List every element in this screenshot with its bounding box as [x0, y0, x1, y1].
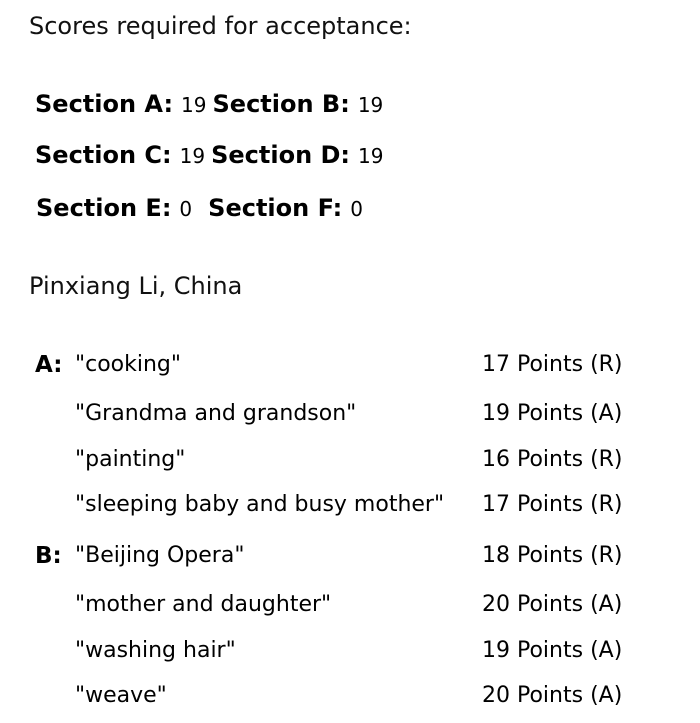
- requirement-label: Section B:: [212, 90, 350, 118]
- page-heading: Scores required for acceptance:: [29, 12, 412, 40]
- entry-row: [0, 352, 700, 386]
- entry-score: 19 Points (A): [482, 401, 623, 426]
- entry-row: [0, 492, 700, 526]
- entry-score: 18 Points (R): [482, 543, 623, 568]
- requirement-label: Section F:: [208, 194, 343, 222]
- entry-score: 20 Points (A): [482, 683, 623, 708]
- entry-row: [0, 638, 700, 672]
- requirements-row-2: [35, 141, 389, 173]
- requirement-label: Section A:: [35, 90, 174, 118]
- requirement-label: Section D:: [211, 141, 351, 169]
- requirement-value: 19: [358, 144, 384, 168]
- requirements-row-1: [35, 90, 389, 122]
- entry-score: 20 Points (A): [482, 592, 623, 617]
- entry-title: "weave": [75, 683, 167, 708]
- requirement-value: 0: [179, 197, 193, 221]
- entry-row: [0, 683, 700, 717]
- requirement-label: Section C:: [35, 141, 172, 169]
- person-name: Pinxiang Li, China: [29, 272, 243, 300]
- requirement-value: 0: [350, 197, 363, 221]
- entry-row: [0, 447, 700, 481]
- entry-score: 17 Points (R): [482, 352, 623, 377]
- entry-score: 16 Points (R): [482, 447, 623, 472]
- entry-row: [0, 592, 700, 626]
- entry-score: 19 Points (A): [482, 638, 623, 663]
- entry-title: "washing hair": [75, 638, 236, 663]
- entry-title: "Grandma and grandson": [75, 401, 357, 426]
- entry-title: "cooking": [75, 352, 182, 377]
- entry-title: "sleeping baby and busy mother": [75, 492, 445, 517]
- requirement-value: 19: [179, 144, 206, 168]
- requirement-value: 19: [357, 93, 384, 117]
- entry-title: "painting": [75, 447, 186, 472]
- entry-row: [0, 543, 700, 577]
- entry-score: 17 Points (R): [482, 492, 623, 517]
- requirement-label: Section E:: [36, 194, 172, 222]
- requirement-value: 19: [181, 93, 207, 117]
- requirements-row-3: [36, 194, 369, 226]
- entry-section: A:: [35, 352, 63, 378]
- entry-row: [0, 401, 700, 435]
- entry-title: "mother and daughter": [75, 592, 332, 617]
- entry-title: "Beijing Opera": [75, 543, 245, 568]
- entry-section: B:: [35, 543, 62, 569]
